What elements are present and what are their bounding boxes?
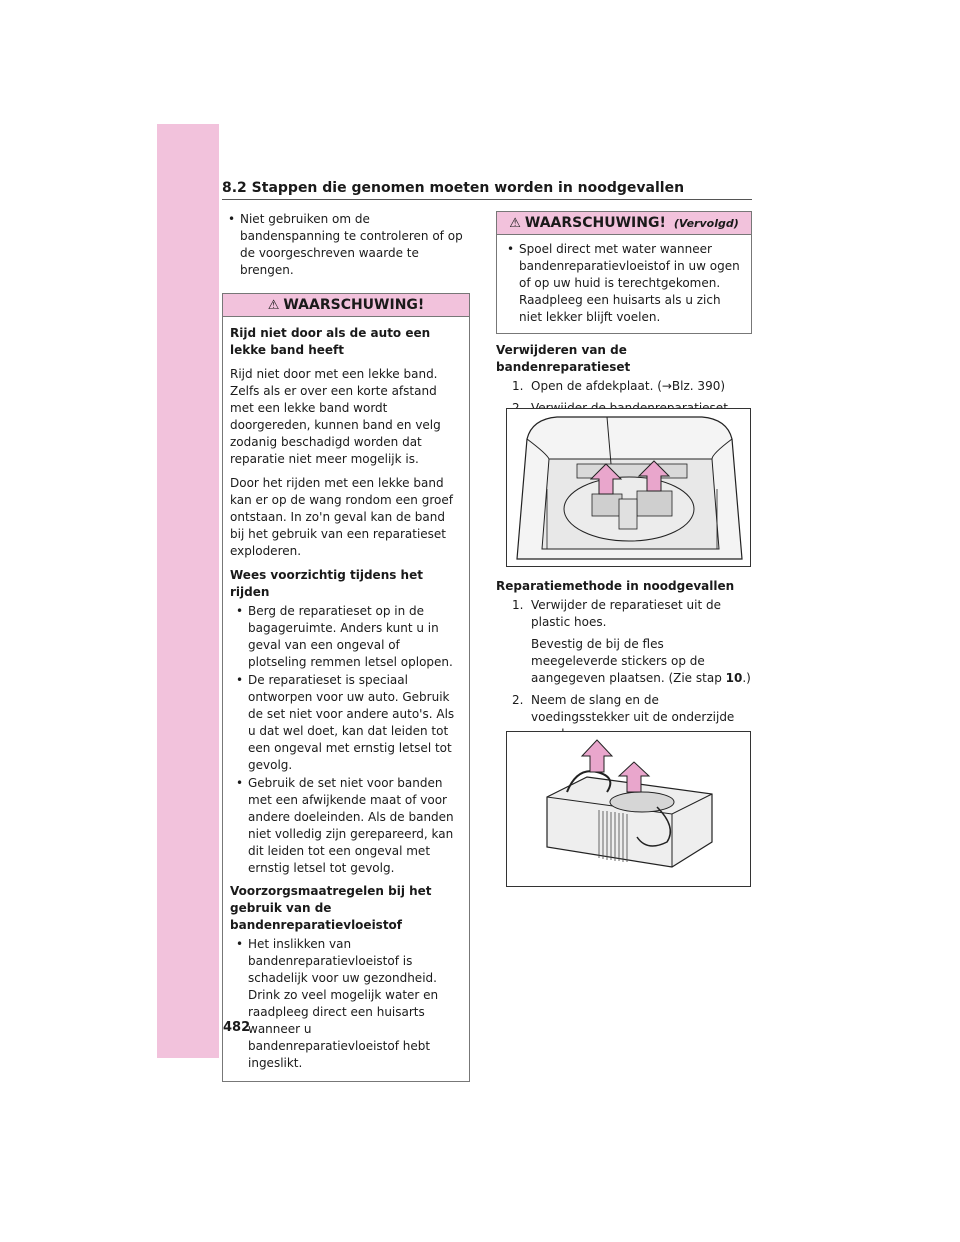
warning-box <box>222 293 470 1082</box>
warning-header <box>223 294 469 317</box>
repair-step-note <box>496 636 752 687</box>
warning-continued-header <box>497 212 751 235</box>
warning-heading-1: Rijd niet door als de auto een lekke band heeft <box>230 326 431 357</box>
step-text: Verwijder de reparatieset uit de plastic hoes. <box>531 598 721 629</box>
warning-title: WAARSCHUWING! <box>524 214 666 231</box>
warning-heading-2: Wees voorzichtig tijdens het rijden <box>230 568 423 599</box>
repair-heading: Reparatiemethode in noodgevallen <box>496 579 735 593</box>
removal-heading: Verwijderen van de bandenreparatieset <box>496 343 631 374</box>
step-text: Open de afdekplaat. (→Blz. 390) <box>531 379 726 393</box>
warning-bullet: • Het inslikken van bandenreparatievloeistof is schadelijk voor uw gezondheid. Drink zo veel mogelijk water en raadpleeg direct een huisarts wanneer u bandenreparatievloeistof hebt ingeslikt. <box>230 936 462 1072</box>
note-text-end: .) <box>742 671 751 685</box>
warning-heading-3: Voorzorgsmaatregelen bij het gebruik van de bandenreparatievloeistof <box>230 884 432 932</box>
right-column <box>496 211 752 422</box>
warning-bullet: • Berg de reparatieset op in de bagageruimte. Anders kunt u in geval van een ongeval of plotseling remmen letsel oplopen. <box>230 603 462 671</box>
section-header: 8.2 Stappen die genomen moeten worden in noodgevallen <box>222 180 752 200</box>
warning-bullet: • Spoel direct met water wanneer bandenreparatievloeistof in uw ogen of op uw huid is terechtgekomen. Raadpleeg een huisarts als u zich niet lekker blijft voelen. <box>501 241 744 326</box>
warning-continued-box <box>496 211 752 334</box>
warning-title: WAARSCHUWING! <box>283 296 425 313</box>
luggage-compartment-illustration <box>506 408 751 567</box>
removal-step <box>496 378 752 395</box>
continued-label: (Vervolgd) <box>673 216 739 230</box>
note-text: Bevestig de bij de fles meegeleverde stickers op de aangegeven plaatsen. (Zie stap <box>531 637 726 685</box>
warning-triangle-icon: ⚠ <box>509 215 521 231</box>
step-text: Neem de slang en de voedingsstekker uit de onderzijde <box>531 693 735 724</box>
compressor-illustration <box>506 731 751 887</box>
warning-paragraph-1: Rijd niet door met een lekke band. Zelfs als er over een korte afstand met een lekke band wordt doorgereden, kunnen band en velg zodanig beschadigd worden dat reparatie niet meer mogelijk is. <box>230 367 441 466</box>
step-number: 1. <box>512 598 524 612</box>
step-number: 2. <box>512 693 524 707</box>
warning-continued-body <box>497 235 751 333</box>
warning-bullet: • Gebruik de set niet voor banden met een afwijkende maat of voor andere doeleinden. Als de banden niet volledig zijn gerepareerd, kan dit leiden tot een ongeval met ernstig letsel tot gevolg. <box>230 775 462 877</box>
warning-bullet: • De reparatieset is speciaal ontworpen voor uw auto. Gebruik de set niet voor andere auto's. Als u dat wel doet, kan dat leiden tot een ongeval met ernstig letsel tot gevolg. <box>230 672 462 774</box>
step-number: 1. <box>512 379 524 393</box>
warning-triangle-icon: ⚠ <box>267 297 280 313</box>
left-column <box>222 211 470 1082</box>
repair-step <box>496 597 752 631</box>
page-number: 482 <box>223 1020 251 1035</box>
intro-bullet: • Niet gebruiken om de bandenspanning te controleren of op de voorgeschreven waarde te brengen. <box>222 211 470 279</box>
warning-body <box>223 317 469 1081</box>
chapter-side-bar <box>157 124 219 1058</box>
note-step-ref: 10 <box>725 671 743 685</box>
repair-section <box>496 574 752 748</box>
warning-paragraph-2: Door het rijden met een lekke band kan er op de wang rondom een groef ontstaan. In zo'n geval kan de band bij het gebruik van een reparatieset exploderen. <box>230 476 453 558</box>
